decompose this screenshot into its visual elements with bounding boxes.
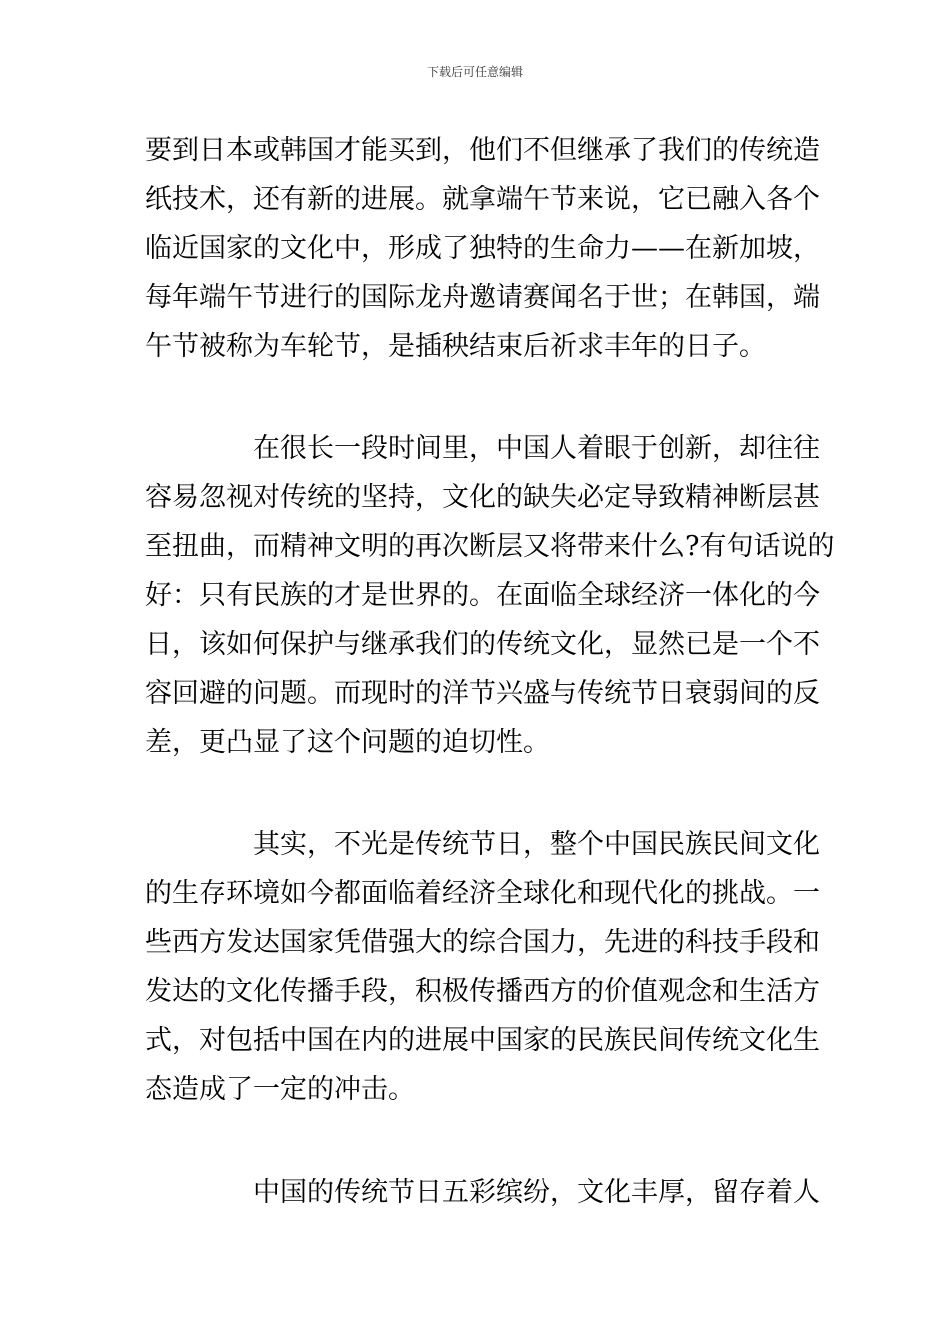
text-line: 至扭曲，而精神文明的再次断层又将带来什么?有句话说的 [145,531,835,562]
text-line: 式，对包括中国在内的进展中国家的民族民间传统文化生 [145,1025,820,1056]
text-line: 的生存环境如今都面临着经济全球化和现代化的挑战。一 [145,878,820,909]
text-line: 差，更凸显了这个问题的迫切性。 [145,727,550,758]
text-line: 要到日本或韩国才能买到，他们不但继承了我们的传统造 [145,135,820,166]
text-line: 每年端午节进行的国际龙舟邀请赛闻名于世；在韩国，端 [145,282,820,313]
page-header: 下载后可任意编辑 [426,65,523,79]
text-line: 态造成了一定的冲击。 [145,1074,415,1105]
text-line: 日，该如何保护与继承我们的传统文化，显然已是一个不 [145,629,820,660]
text-line: 其实，不光是传统节日，整个中国民族民间文化 [253,829,820,860]
paragraph-1 [145,126,820,371]
text-line: 纸技术，还有新的进展。就拿端午节来说，它已融入各个 [145,184,820,215]
paragraph-3 [145,820,820,1114]
text-line: 中国的传统节日五彩缤纷，文化丰厚，留存着人 [253,1177,820,1208]
text-line: 午节被称为车轮节，是插秧结束后祈求丰年的日子。 [145,331,766,362]
text-line: 容易忽视对传统的坚持，文化的缺失必定导致精神断层甚 [145,482,820,513]
text-line: 些西方发达国家凭借强大的综合国力，先进的科技手段和 [145,927,820,958]
text-line: 在很长一段时间里，中国人着眼于创新，却往往 [253,433,820,464]
paragraph-4 [145,1168,820,1217]
paragraph-2 [145,424,835,767]
text-line: 容回避的问题。而现时的洋节兴盛与传统节日衰弱间的反 [145,678,820,709]
text-line: 好：只有民族的才是世界的。在面临全球经济一体化的今 [145,580,820,611]
text-line: 发达的文化传播手段，积极传播西方的价值观念和生活方 [145,976,820,1007]
text-line: 临近国家的文化中，形成了独特的生命力——在新加坡， [145,233,820,264]
